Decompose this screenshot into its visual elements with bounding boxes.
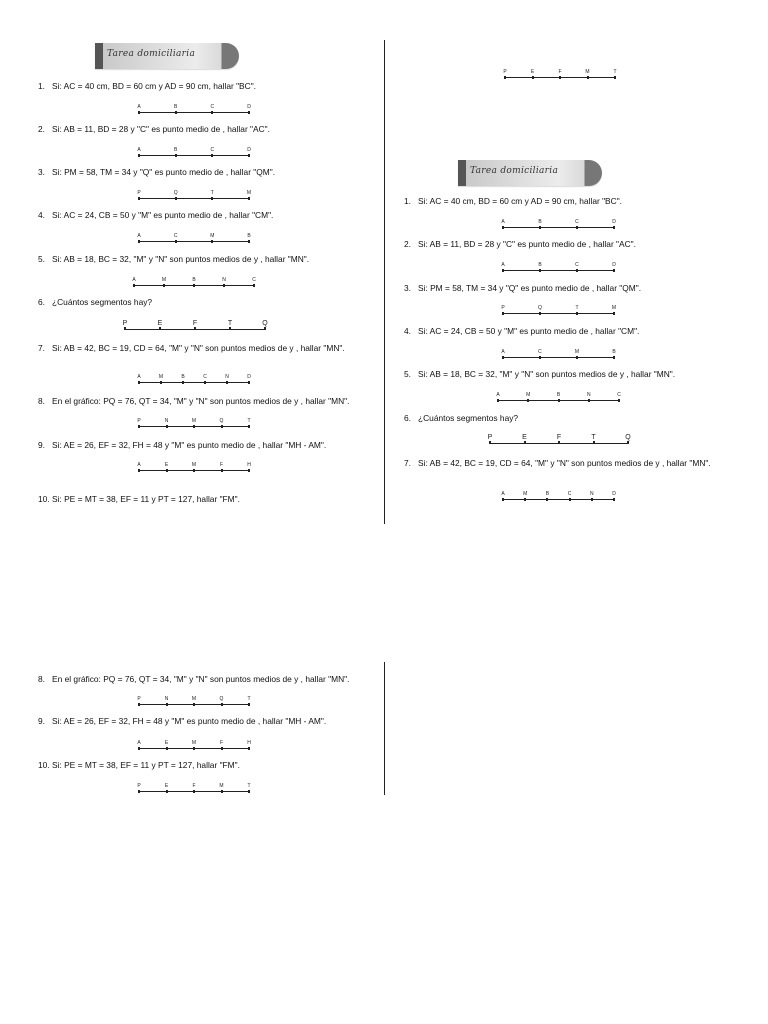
- segment-point-c: C: [571, 262, 583, 268]
- exercise-text: Si: PM = 58, TM = 34 y "Q" es punto medio de , hallar "QM".: [418, 283, 642, 293]
- exercise-text: En el gráfico: PQ = 76, QT = 34, "M" y "N" son puntos medios de y , hallar "MN".: [52, 674, 350, 684]
- segment-diagram: [487, 434, 631, 446]
- segment-point-a: A: [133, 147, 145, 153]
- exercise-text: Si: PE = MT = 38, EF = 11 y PT = 127, hallar "FM".: [52, 494, 240, 504]
- segment-point-p: P: [484, 434, 496, 441]
- segment-point-a: A: [497, 219, 509, 225]
- segment-point-c: C: [613, 392, 625, 398]
- segment-point-m: M: [216, 783, 228, 789]
- exercise-text: ¿Cuántos segmentos hay?: [418, 413, 519, 423]
- segment-point-m: M: [155, 374, 167, 380]
- segment-point-e: E: [527, 69, 539, 75]
- segment-point-c: C: [571, 219, 583, 225]
- segment-diagram: [503, 262, 614, 273]
- exercise-number: 9.: [38, 716, 45, 726]
- segment-point-q: Q: [259, 320, 271, 327]
- segment-point-e: E: [161, 783, 173, 789]
- exercise-text: Si: AB = 11, BD = 28 y "C" es punto medio de , hallar "AC".: [418, 239, 636, 249]
- segment-point-h: H: [243, 462, 255, 468]
- exercise-text: Si: AB = 11, BD = 28 y "C" es punto medio de , hallar "AC".: [52, 124, 270, 134]
- segment-point-a: A: [133, 740, 145, 746]
- segment-point-a: A: [133, 462, 145, 468]
- segment-point-q: Q: [534, 305, 546, 311]
- exercise-text: Si: AE = 26, EF = 32, FH = 48 y "M" es punto medio de , hallar "MH - AM".: [52, 440, 327, 450]
- segment-point-b: B: [534, 262, 546, 268]
- segment-line: [503, 227, 614, 228]
- segment-point-m: M: [608, 305, 620, 311]
- segment-point-c: C: [248, 277, 260, 283]
- exercise-text: En el gráfico: PQ = 76, QT = 34, "M" y "N" son puntos medios de y , hallar "MN".: [52, 396, 350, 406]
- segment-point-a: A: [497, 491, 509, 497]
- segment-point-a: A: [133, 374, 145, 380]
- segment-diagram: [139, 462, 249, 473]
- segment-point-a: A: [128, 277, 140, 283]
- segment-point-n: N: [161, 418, 173, 424]
- segment-point-t: T: [243, 783, 255, 789]
- exercise-number: 3.: [38, 167, 45, 177]
- segment-point-c: C: [534, 349, 546, 355]
- segment-point-e: E: [161, 740, 173, 746]
- segment-point-q: Q: [622, 434, 634, 441]
- segment-point-q: Q: [170, 190, 182, 196]
- column-divider-bottom: [384, 662, 385, 795]
- segment-point-a: A: [497, 349, 509, 355]
- segment-diagram: [139, 374, 249, 385]
- segment-point-d: D: [608, 262, 620, 268]
- segment-point-c: C: [199, 374, 211, 380]
- segment-point-d: D: [243, 104, 255, 110]
- segment-diagram: [139, 233, 249, 244]
- segment-point-t: T: [243, 418, 255, 424]
- segment-diagram-top: [505, 69, 615, 80]
- column-divider: [384, 40, 385, 524]
- segment-point-f: F: [189, 320, 201, 327]
- segment-point-m: M: [188, 462, 200, 468]
- sheet1-banner-title: Tarea domiciliaria: [107, 49, 196, 59]
- exercise-number: 1.: [38, 81, 45, 91]
- segment-diagram: [139, 783, 249, 794]
- segment-point-e: E: [161, 462, 173, 468]
- segment-diagram: [139, 740, 249, 751]
- sheet2-banner: [458, 160, 602, 186]
- exercise-text: Si: AC = 24, CB = 50 y "M" es punto medio de , hallar "CM".: [52, 210, 274, 220]
- segment-point-h: H: [243, 740, 255, 746]
- segment-point-n: N: [161, 696, 173, 702]
- segment-point-b: B: [541, 491, 553, 497]
- segment-line: [139, 198, 249, 199]
- exercise-number: 10.: [38, 760, 50, 770]
- segment-point-m: M: [582, 69, 594, 75]
- segment-line: [503, 499, 614, 500]
- segment-diagram: [503, 491, 614, 502]
- segment-point-a: A: [492, 392, 504, 398]
- segment-diagram: [503, 349, 614, 360]
- exercise-number: 8.: [38, 396, 45, 406]
- segment-point-f: F: [188, 783, 200, 789]
- segment-point-e: E: [154, 320, 166, 327]
- segment-point-c: C: [170, 233, 182, 239]
- exercise-text: Si: AC = 40 cm, BD = 60 cm y AD = 90 cm, hallar "BC".: [52, 81, 256, 91]
- segment-point-b: B: [553, 392, 565, 398]
- segment-point-p: P: [499, 69, 511, 75]
- segment-point-m: M: [571, 349, 583, 355]
- segment-line: [503, 313, 614, 314]
- segment-diagram: [501, 305, 617, 316]
- exercise-text: Si: PE = MT = 38, EF = 11 y PT = 127, hallar "FM".: [52, 760, 240, 770]
- exercise-number: 1.: [404, 196, 411, 206]
- segment-point-a: A: [133, 104, 145, 110]
- exercise-text: Si: AB = 18, BC = 32, "M" y "N" son puntos medios de y , hallar "MN".: [52, 254, 310, 264]
- exercise-text: Si: AC = 24, CB = 50 y "M" es punto medio de , hallar "CM".: [418, 326, 640, 336]
- segment-point-d: D: [243, 374, 255, 380]
- exercise-number: 5.: [404, 369, 411, 379]
- segment-point-t: T: [609, 69, 621, 75]
- segment-line: [139, 112, 249, 113]
- segment-point-t: T: [571, 305, 583, 311]
- segment-point-b: B: [177, 374, 189, 380]
- exercise-number: 6.: [404, 413, 411, 423]
- segment-point-q: Q: [216, 696, 228, 702]
- segment-point-t: T: [206, 190, 218, 196]
- segment-point-m: M: [158, 277, 170, 283]
- exercise-number: 7.: [404, 458, 411, 468]
- segment-point-a: A: [133, 233, 145, 239]
- segment-point-p: P: [133, 418, 145, 424]
- segment-point-p: P: [119, 320, 131, 327]
- exercise-text: Si: AB = 42, BC = 19, CD = 64, "M" y "N" son puntos medios de y , hallar "MN".: [52, 343, 345, 353]
- segment-point-d: D: [608, 219, 620, 225]
- segment-point-t: T: [224, 320, 236, 327]
- segment-point-t: T: [588, 434, 600, 441]
- segment-point-b: B: [170, 147, 182, 153]
- segment-point-f: F: [554, 69, 566, 75]
- segment-point-n: N: [586, 491, 598, 497]
- exercise-text: ¿Cuántos segmentos hay?: [52, 297, 153, 307]
- segment-point-t: T: [243, 696, 255, 702]
- segment-diagram: [139, 418, 249, 429]
- segment-diagram: [139, 696, 249, 707]
- segment-point-m: M: [243, 190, 255, 196]
- segment-point-d: D: [243, 147, 255, 153]
- segment-point-b: B: [243, 233, 255, 239]
- segment-diagram: [503, 219, 614, 230]
- segment-diagram: [498, 392, 619, 403]
- exercise-number: 7.: [38, 343, 45, 353]
- exercise-number: 3.: [404, 283, 411, 293]
- exercise-number: 5.: [38, 254, 45, 264]
- segment-diagram: [137, 190, 252, 201]
- segment-point-f: F: [553, 434, 565, 441]
- exercise-number: 2.: [38, 124, 45, 134]
- segment-point-m: M: [188, 418, 200, 424]
- segment-point-e: E: [519, 434, 531, 441]
- segment-point-f: F: [216, 740, 228, 746]
- sheet2-banner-title: Tarea domiciliaria: [470, 166, 559, 176]
- exercise-number: 9.: [38, 440, 45, 450]
- segment-point-p: P: [497, 305, 509, 311]
- segment-line: [139, 241, 249, 242]
- exercise-text: Si: AB = 42, BC = 19, CD = 64, "M" y "N" son puntos medios de y , hallar "MN".: [418, 458, 711, 468]
- segment-point-p: P: [133, 783, 145, 789]
- segment-diagram: [122, 320, 268, 332]
- segment-point-p: P: [133, 190, 145, 196]
- segment-point-b: B: [534, 219, 546, 225]
- segment-point-b: B: [188, 277, 200, 283]
- segment-point-m: M: [206, 233, 218, 239]
- segment-point-c: C: [206, 104, 218, 110]
- segment-point-n: N: [218, 277, 230, 283]
- exercise-text: Si: PM = 58, TM = 34 y "Q" es punto medio de , hallar "QM".: [52, 167, 276, 177]
- segment-diagram: [139, 104, 249, 115]
- segment-point-b: B: [170, 104, 182, 110]
- exercise-number: 4.: [404, 326, 411, 336]
- segment-point-f: F: [216, 462, 228, 468]
- segment-line: [503, 270, 614, 271]
- sheet1-banner: [95, 43, 239, 69]
- segment-diagram: [134, 277, 254, 288]
- exercise-text: Si: AC = 40 cm, BD = 60 cm y AD = 90 cm, hallar "BC".: [418, 196, 622, 206]
- exercise-number: 2.: [404, 239, 411, 249]
- segment-point-q: Q: [216, 418, 228, 424]
- segment-point-m: M: [522, 392, 534, 398]
- exercise-text: Si: AB = 18, BC = 32, "M" y "N" son puntos medios de y , hallar "MN".: [418, 369, 676, 379]
- segment-point-d: D: [608, 491, 620, 497]
- segment-point-m: M: [519, 491, 531, 497]
- exercise-number: 8.: [38, 674, 45, 684]
- exercise-number: 10.: [38, 494, 50, 504]
- segment-point-n: N: [221, 374, 233, 380]
- segment-point-b: B: [608, 349, 620, 355]
- segment-line: [503, 357, 614, 358]
- segment-diagram: [139, 147, 249, 158]
- segment-point-n: N: [583, 392, 595, 398]
- segment-point-a: A: [497, 262, 509, 268]
- exercise-number: 4.: [38, 210, 45, 220]
- segment-point-p: P: [133, 696, 145, 702]
- exercise-text: Si: AE = 26, EF = 32, FH = 48 y "M" es punto medio de , hallar "MH - AM".: [52, 716, 327, 726]
- segment-point-c: C: [564, 491, 576, 497]
- segment-line: [139, 155, 249, 156]
- segment-point-m: M: [188, 740, 200, 746]
- segment-point-c: C: [206, 147, 218, 153]
- segment-point-m: M: [188, 696, 200, 702]
- segment-line: [139, 382, 249, 383]
- exercise-number: 6.: [38, 297, 45, 307]
